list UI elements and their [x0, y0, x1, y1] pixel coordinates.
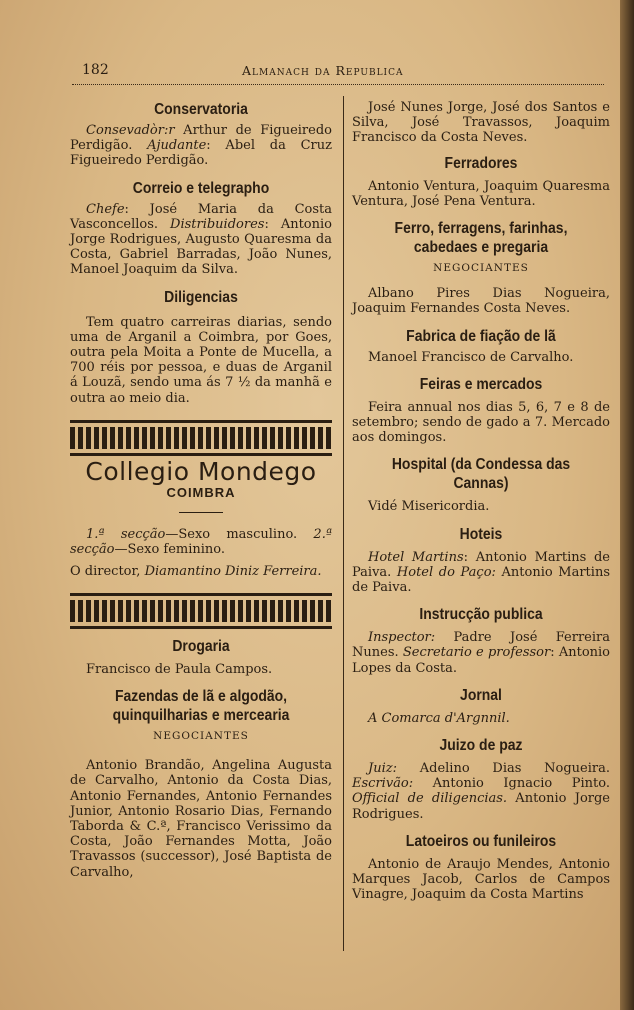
left-column: [70, 100, 332, 880]
collegio-sections: 1.ª secção—Sexo masculino. 2.ª secção—Sexo feminino.: [70, 527, 333, 558]
heading-diligencias: Diligencias: [164, 288, 238, 306]
heading-ferro: Ferro, ferragens, farinhas, cabedaes e pregaria: [394, 220, 568, 257]
running-header: [82, 62, 612, 82]
heading-hospital: Hospital (da Condessa das Cannas): [391, 456, 571, 493]
fazendas-text: Antonio Brandão, Angelina Augusta de Carvalho, Antonio da Costa Dias, Antonio Fernandes, Antonio Fernandes Junior, Antonio Rosario Dias, Fernando Taborda & C.ª, Francisco Verissimo da Costa, João Fernandes Motta, João Travassos (successor), José Baptista de Carvalho,: [70, 758, 332, 880]
feiras-text: Feira annual nos dias 5, 6, 7 e 8 de setembro; sendo de gado a 7. Mercado aos domingos.: [352, 399, 610, 446]
diligencias-text: Tem quatro carreiras diarias, sendo uma de Arganil a Coimbra, por Goes, outra pela Moita a Ponte de Mucella, a 700 réis por pessoa, e duas de Arganil á Louzã, sendo uma ás 7 ½ da manhã e outra ao meio dia.: [70, 314, 332, 406]
continued-text: José Nunes Jorge, José dos Santos e Silva, José Travassos, Joaquim Francisco da Costa Neves.: [352, 100, 610, 146]
instruccao-text: Inspector: Padre José Ferreira Nunes. Secretario e professor: Antonio Lopes da Costa.: [352, 630, 611, 676]
heading-feiras: Feiras e mercados: [419, 375, 543, 393]
fazendas-sub: NEGOCIANTES: [153, 730, 249, 743]
heading-fazendas: Fazendas de lã e algodão, quinquilharias e mercearia: [112, 688, 290, 725]
ornament-rule: [70, 420, 332, 456]
hospital-text: Vidé Misericordia.: [368, 499, 490, 515]
hoteis-text: Hotel Martins: Antonio Martins de Paiva. Hotel do Paço: Antonio Martins de Paiva.: [352, 549, 610, 596]
ferradores-text: Antonio Ventura, Joaquim Quaresma Ventura, José Pena Ventura.: [352, 178, 610, 209]
conservatoria-text: Consevadòr:r Arthur de Figueiredo Perdigão. Ajudante: Abel da Cruz Figueiredo Perdigão.: [70, 123, 332, 169]
correio-text: Chefe: José Maria da Costa Vasconcellos. Distribuidores: Antonio Jorge Rodrigues, Augusto Quaresma da Costa, Gabriel Barradas, João Nunes, Manoel Joaquim da Silva.: [70, 201, 332, 278]
ornament-rule-2: [70, 593, 332, 629]
column-divider: [343, 96, 344, 951]
heading-jornal: Jornal: [460, 686, 502, 704]
ferro-text: Albano Pires Dias Nogueira, Joaquim Fernandes Costa Neves.: [352, 286, 610, 317]
heading-fabrica: Fabrica de fiação de lã: [406, 327, 556, 345]
drogaria-text: Francisco de Paula Campos.: [86, 661, 273, 677]
heading-juizo: Juizo de paz: [439, 737, 523, 755]
right-column: [352, 100, 610, 902]
heading-drogaria: Drogaria: [172, 637, 230, 655]
ferro-sub: NEGOCIANTES: [433, 262, 529, 275]
header-rule: [72, 84, 604, 85]
heading-latoeiros: Latoeiros ou funileiros: [405, 832, 557, 850]
juizo-text: Juiz: Adelino Dias Nogueira. Escrivão: Antonio Ignacio Pinto. Official de diligencias. Antonio Jorge Rodrigues.: [352, 761, 610, 822]
collegio-city: COIMBRA: [166, 485, 236, 501]
fabrica-text: Manoel Francisco de Carvalho.: [368, 349, 574, 365]
latoeiros-text: Antonio de Araujo Mendes, Antonio Marques Jacob, Carlos de Campos Vinagre, Joaquim da Costa Martins: [352, 856, 610, 903]
heading-instruccao: Instrucção publica: [419, 606, 543, 624]
page-number: 182: [82, 62, 109, 78]
short-rule: [179, 512, 223, 513]
heading-ferradores: Ferradores: [444, 154, 518, 172]
collegio-director: O director, Diamantino Diniz Ferreira.: [70, 563, 322, 579]
heading-conservatoria: Conservatoria: [154, 101, 248, 118]
jornal-text: A Comarca d'Argnnil.: [368, 710, 510, 726]
heading-hoteis: Hoteis: [459, 525, 503, 543]
running-title: Almanach da Republica: [242, 63, 404, 78]
collegio-title: Collegio Mondego: [85, 456, 317, 486]
heading-correio: Correio e telegrapho: [132, 179, 270, 197]
page-edge: [620, 0, 634, 1010]
